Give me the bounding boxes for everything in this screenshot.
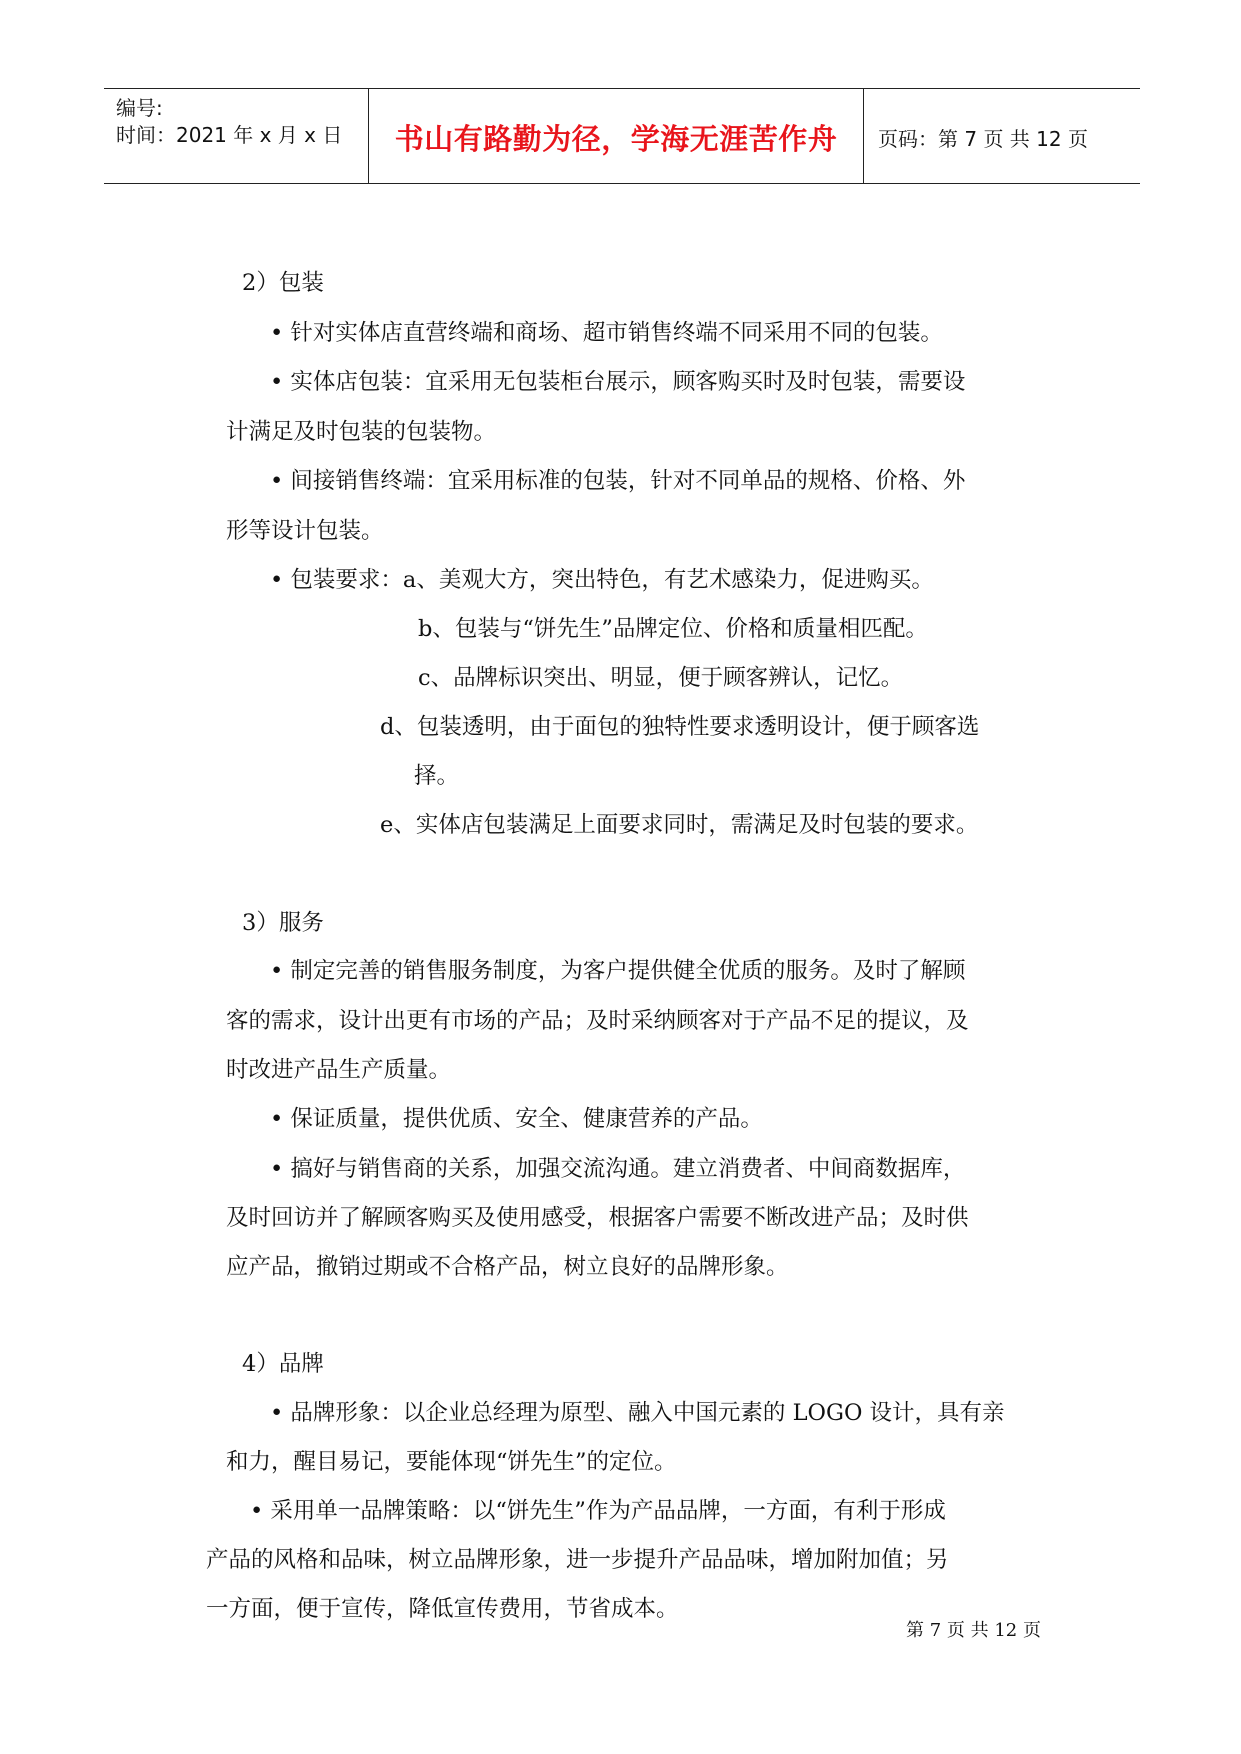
header-page-label: 页码：第 7 页 共 12 页	[878, 127, 1088, 151]
header-motto-cell	[368, 89, 864, 183]
paragraph-line: • 针对实体店直营终端和商场、超市销售终端不同采用不同的包装。	[270, 320, 943, 346]
paragraph-line: • 品牌形象：以企业总经理为原型、融入中国元素的 LOGO 设计，具有亲	[270, 1400, 1005, 1426]
paragraph-line: c、品牌标识突出、明显，便于顾客辨认，记忆。	[418, 665, 904, 691]
paragraph-line: • 包装要求：a、美观大方，突出特色，有艺术感染力，促进购买。	[270, 567, 934, 593]
paragraph-line: d、包装透明，由于面包的独特性要求透明设计，便于顾客选	[380, 714, 980, 740]
paragraph-line: 形等设计包装。	[226, 518, 384, 544]
section-title-service: 3）服务	[242, 910, 324, 936]
page-header	[104, 88, 1140, 184]
paragraph-line: b、包装与“饼先生”品牌定位、价格和质量相匹配。	[418, 616, 928, 642]
header-info-cell	[104, 89, 367, 183]
paragraph-line: • 搞好与销售商的关系，加强交流沟通。建立消费者、中间商数据库，	[270, 1156, 966, 1182]
section-title-packaging: 2）包装	[242, 270, 324, 296]
section-title-brand: 4）品牌	[242, 1351, 324, 1377]
paragraph-line: • 实体店包装：宜采用无包装柜台展示，顾客购买时及时包装，需要设	[270, 369, 966, 395]
paragraph-line: 应产品，撤销过期或不合格产品，树立良好的品牌形象。	[226, 1254, 789, 1280]
paragraph-line: e、实体店包装满足上面要求同时，需满足及时包装的要求。	[380, 812, 979, 838]
paragraph-line: 计满足及时包装的包装物。	[226, 419, 497, 445]
paragraph-line: • 采用单一品牌策略：以“饼先生”作为产品品牌，一方面，有利于形成	[250, 1498, 946, 1524]
header-page-cell	[864, 89, 1140, 183]
paragraph-line: 一方面，便于宣传，降低宣传费用，节省成本。	[206, 1596, 679, 1622]
page-footer: 第 7 页 共 12 页	[906, 1620, 1041, 1641]
paragraph-line: • 间接销售终端：宜采用标准的包装，针对不同单品的规格、价格、外	[270, 468, 966, 494]
header-motto: 书山有路勤为径，学海无涯苦作舟	[394, 122, 838, 156]
paragraph-line: 产品的风格和品味，树立品牌形象，进一步提升产品品味，增加附加值；另	[206, 1547, 949, 1573]
paragraph-line: 择。	[414, 763, 460, 789]
paragraph-line: 和力，醒目易记，要能体现“饼先生”的定位。	[226, 1449, 677, 1475]
paragraph-line: • 制定完善的销售服务制度，为客户提供健全优质的服务。及时了解顾	[270, 958, 966, 984]
paragraph-line: 及时回访并了解顾客购买及使用感受，根据客户需要不断改进产品；及时供	[226, 1205, 969, 1231]
document-time-label: 时间：2021 年 x 月 x 日	[116, 123, 343, 147]
document-number-label: 编号:	[116, 96, 163, 120]
paragraph-line: 时改进产品生产质量。	[226, 1057, 452, 1083]
paragraph-line: • 保证质量，提供优质、安全、健康营养的产品。	[270, 1106, 763, 1132]
paragraph-line: 客的需求，设计出更有市场的产品；及时采纳顾客对于产品不足的提议，及	[226, 1008, 969, 1034]
